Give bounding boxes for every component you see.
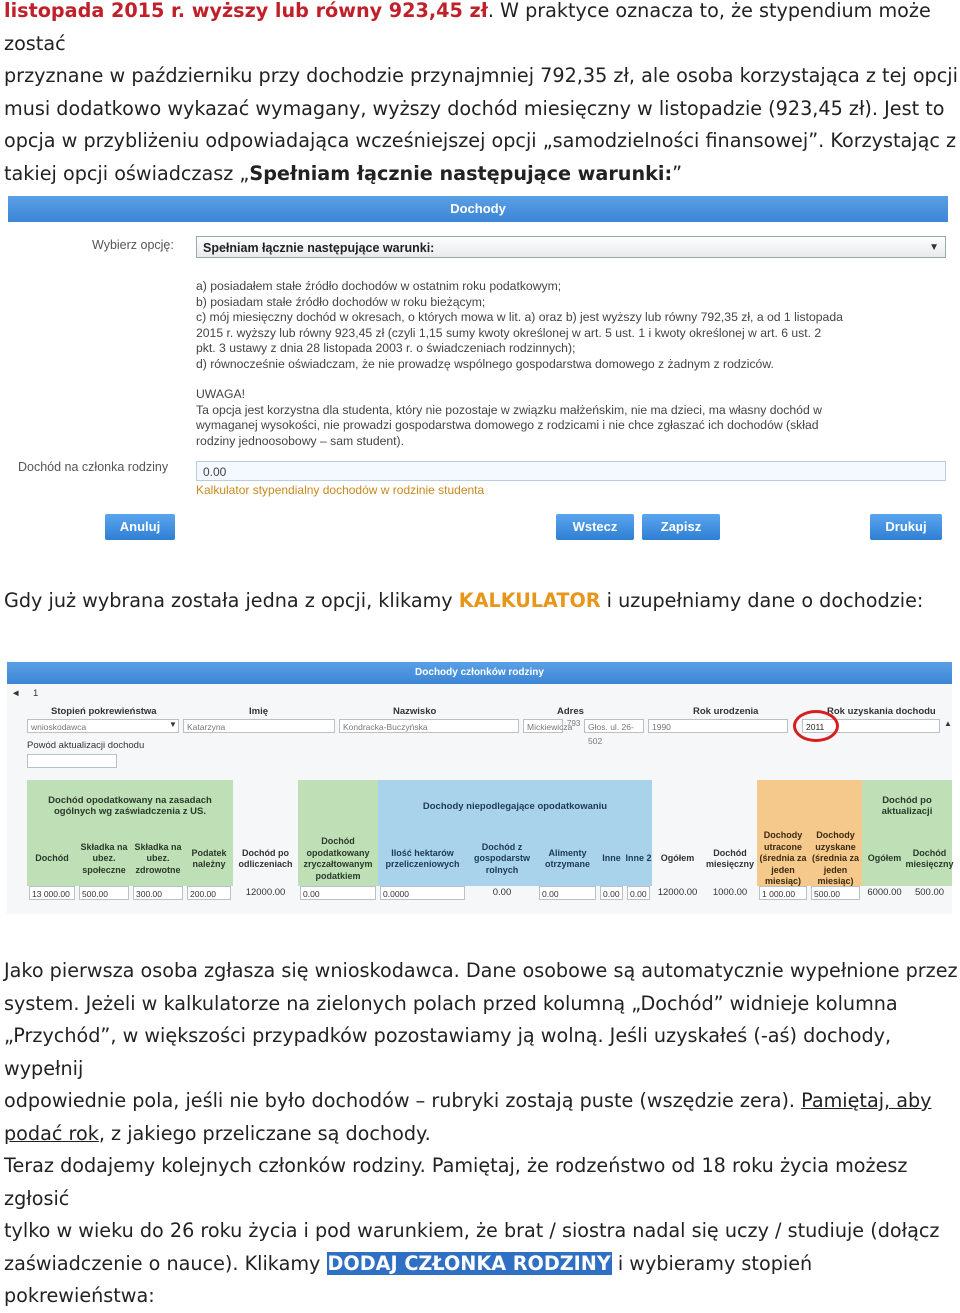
income-value-field[interactable]: 0.00 [539,886,596,900]
income-column-header: Dochód z gospodarstw rolnych [467,832,537,886]
warning-line: rodziny jednoosobowy – sam student). [196,433,404,448]
middle-text-end: i uzupełniamy dane o dochodzie: [600,589,924,612]
income-column-header: Dochody utracone (średnia za jeden miesiąc) [757,832,809,886]
income-column-header: Dochód [27,832,77,886]
income-value-field[interactable]: 200.00 [187,886,231,900]
empty-group [233,780,298,832]
income-value-field[interactable]: 500.00 [811,886,860,900]
last-name-field[interactable]: Kondracka-Buczyńska [339,719,519,733]
income-column-header: Dochód opodatkowany zryczałtowanym podatkiem [298,832,378,886]
relation-header: Stopień pokrewieństwa [51,706,157,717]
income-value-field[interactable]: 0.00 [600,886,623,900]
intro-date-highlight: listopada 2015 r. wyższy lub równy 923,45 zł [4,0,488,22]
income-column-header: Podatek należny [185,832,233,886]
street-number: 793 [567,719,581,728]
warning-title: UWAGA! [196,387,245,401]
income-column-header: Dochód po odliczeniach [233,832,298,886]
warning-line: Ta opcja jest korzystna dla studenta, który nie pozostaje w związku małżeńskim, nie ma dzieci, ma własny dochód w [196,402,822,417]
warning-block [196,387,948,449]
warning-line: wymaganej wysokości, nie prowadzi gospodarstwa domowego z rodzicami i nie chce zgłaszać ich dochodów (skład [196,418,819,432]
income-value-field[interactable]: 0.00 [300,886,376,900]
address-header: Adres [557,706,584,717]
chevron-down-icon: ▼ [929,242,939,253]
outro-line: zaświadczenie o nauce). Klikamy [4,1251,327,1275]
income-value-text: 0.00 [492,887,512,898]
middle-text: Gdy już wybrana została jedna z opcji, klikamy [4,589,459,612]
update-reason-label: Powód aktualizacji dochodu [27,740,145,751]
highlight-circle [793,710,839,742]
income-column-header: Dochody uzyskane (średnia za jeden miesiąc) [809,832,862,886]
condition-item: a) posiadałem stałe źródło dochodów w ostatnim roku podatkowym; [196,279,562,293]
income-value-text: 6000.00 [867,887,902,898]
update-reason-field[interactable] [27,754,117,768]
print-button[interactable]: Drukuj [870,514,942,540]
condition-item: 2015 r. wyższy lub równy 923,45 zł (czyli 1,15 sumy kwoty określonej w art. 5 ust. 1 i kwoty określonej w art. 6 ust. 2 [196,325,822,340]
outro-line: Teraz dodajemy kolejnych członków rodziny. Pamiętaj, że rodzeństwo od 18 roku życia możesz zgłosić [4,1154,908,1210]
income-value-field[interactable]: 300.00 [133,886,183,900]
income-value-field[interactable]: 0.0000 [380,886,465,900]
scroll-arrow-icon[interactable]: ▲ [944,719,952,728]
condition-item: c) mój miesięczny dochód w okresach, o których mowa w lit. a) oraz b) jest wyższy lub równy 792,35 zł, a od 1 listopada [196,310,843,324]
outro-line: odpowiednie pola, jeśli nie było dochodów – rubryki zostają puste (wszędzie zera). [4,1089,802,1112]
income-value-text: 12000.00 [245,887,286,898]
income-form-screenshot [8,196,948,546]
income-per-member-label: Dochód na członka rodziny [18,460,169,474]
calculator-link[interactable]: Kalkulator stypendialny dochodów w rodzinie studenta [196,483,485,497]
back-button[interactable]: Wstecz [556,514,634,540]
chevron-down-icon: ▼ [169,720,177,729]
last-name-header: Nazwisko [393,706,437,717]
calculator-keyword: KALKULATOR [458,589,601,612]
cancel-button[interactable]: Anuluj [105,514,175,540]
outro-paragraph-1 [4,955,958,1150]
income-value-text: 1000.00 [712,887,748,898]
intro-line4: opcja w przybliżeniu odpowiadająca wcześniejszej opcji „samodzielności finansowej”. Korzystając z [4,129,957,152]
save-button[interactable]: Zapisz [642,514,720,540]
remember-year-underline: Pamiętaj, aby [801,1089,932,1112]
income-column-header: Inne 2 [625,832,652,886]
outro-line-end: i wybieramy stopień pokrewieństwa: [4,1251,813,1307]
condition-item: pkt. 3 ustawy z dnia 28 listopada 2003 r. o świadczeniach rodzinnych); [196,341,576,355]
income-column-header: Dochód miesięczny [703,832,757,886]
intro-bold-option: Spełniam łącznie następujące warunki: [249,161,673,185]
family-income-screenshot [7,662,952,914]
middle-paragraph [4,585,958,618]
birth-year-header: Rok urodzenia [693,706,759,717]
outro-line: „Przychód”, w większości przypadków pozostawiamy ją wolną. Jeśli uzyskałeś (-aś) dochody, wypełnij [4,1024,892,1080]
intro-line3: musi dodatkowo wykazać wymagany, wyższy dochód miesięczny w listopadzie (923,45 zł). Jest to [4,96,945,120]
first-name-header: Imię [249,706,269,717]
street-field[interactable]: Mickiewicza [523,719,563,733]
conditions-list [196,279,948,372]
condition-item: b) posiadam stałe źródło dochodów w roku bieżącym; [196,294,486,309]
summary-group [652,780,757,832]
give-year-underline: podać rok [4,1121,99,1145]
income-value-text: 12000.00 [657,887,698,898]
condition-item: d) równocześnie oświadczam, że nie prowadzę wspólnego gospodarstwa domowego z żadnym z rodziców. [196,356,774,371]
income-column-header: Inne [598,832,625,886]
intro-line1: . W praktyce oznacza to, że stypendium może zostać [4,0,931,55]
income-column-header: Dochód miesięczny [907,832,952,886]
outro-line: system. Jeżeli w kalkulatorze na zielonych polach przed kolumną „Dochód” widnieje kolumna [4,991,898,1015]
income-value-text: 500.00 [914,887,945,898]
after-update-group: Dochód po aktualizacji [862,780,952,832]
form-title-bar: Dochody [8,196,948,222]
income-column-header: Składka na ubez. zdrowotne [131,832,185,886]
income-value-field[interactable]: 500.00 [79,886,129,900]
page-number: 1 [33,688,39,699]
intro-line5: takiej opcji oświadczasz „ [4,161,250,185]
option-select-value: Spełniam łącznie następujące warunki: [203,241,435,255]
lost-gained-group [757,780,862,832]
income-column-header: Ogółem [652,832,703,886]
taxed-income-group: Dochód opodatkowany na zasadach ogólnych wg zaświadczenia z US. [27,780,233,832]
income-value-field[interactable]: 0.00 [627,886,650,900]
family-income-title-bar: Dochody członków rodziny [7,662,952,684]
untaxed-income-group: Dochody niepodlegające opodatkowaniu [378,780,652,832]
income-value-field[interactable]: 13 000.00 [29,886,75,900]
income-column-header: Ogółem [862,832,907,886]
income-value-field[interactable]: 1 000.00 [759,886,807,900]
income-year-header: Rok uzyskania dochodu [827,706,936,717]
income-column-header: Ilość hektarów przeliczeniowych [378,832,467,886]
intro-line5-end: ” [672,161,683,185]
outro-paragraph-2 [4,1150,958,1313]
income-column-header: Alimenty otrzymane [537,832,598,886]
income-column-header: Składka na ubez. społeczne [77,832,131,886]
income-year-field[interactable]: 2011 [802,719,940,733]
lump-sum-group [298,780,378,832]
intro-line2: przyznane w październiku przy dochodzie przynajmniej 792,35 zł, ale osoba korzystająca z tej opcji [4,64,958,87]
income-per-member-field[interactable]: 0.00 [196,461,946,481]
outro-line-end: , z jakiego przeliczane są dochody. [98,1121,431,1145]
first-name-field[interactable]: Katarzyna [183,719,335,733]
outro-line: Jako pierwsza osoba zgłasza się wnioskodawca. Dane osobowe są automatycznie wypełnione przez [4,959,958,982]
intro-paragraph [4,0,958,190]
choose-option-label: Wybierz opcję: [92,238,174,252]
relation-select[interactable]: wnioskodawca [27,719,179,733]
birth-year-field[interactable]: 1990 [648,719,788,733]
add-family-member-highlight: DODAJ CZŁONKA RODZINY [327,1251,611,1275]
option-select[interactable] [196,236,946,258]
collapse-icon[interactable]: ◄ [11,688,21,699]
city-field[interactable]: Głos. ul. 26-502 [584,719,644,733]
outro-line: tylko w wieku do 26 roku życia i pod warunkiem, że brat / siostra nadal się uczy / studiuje (dołącz [4,1219,940,1242]
